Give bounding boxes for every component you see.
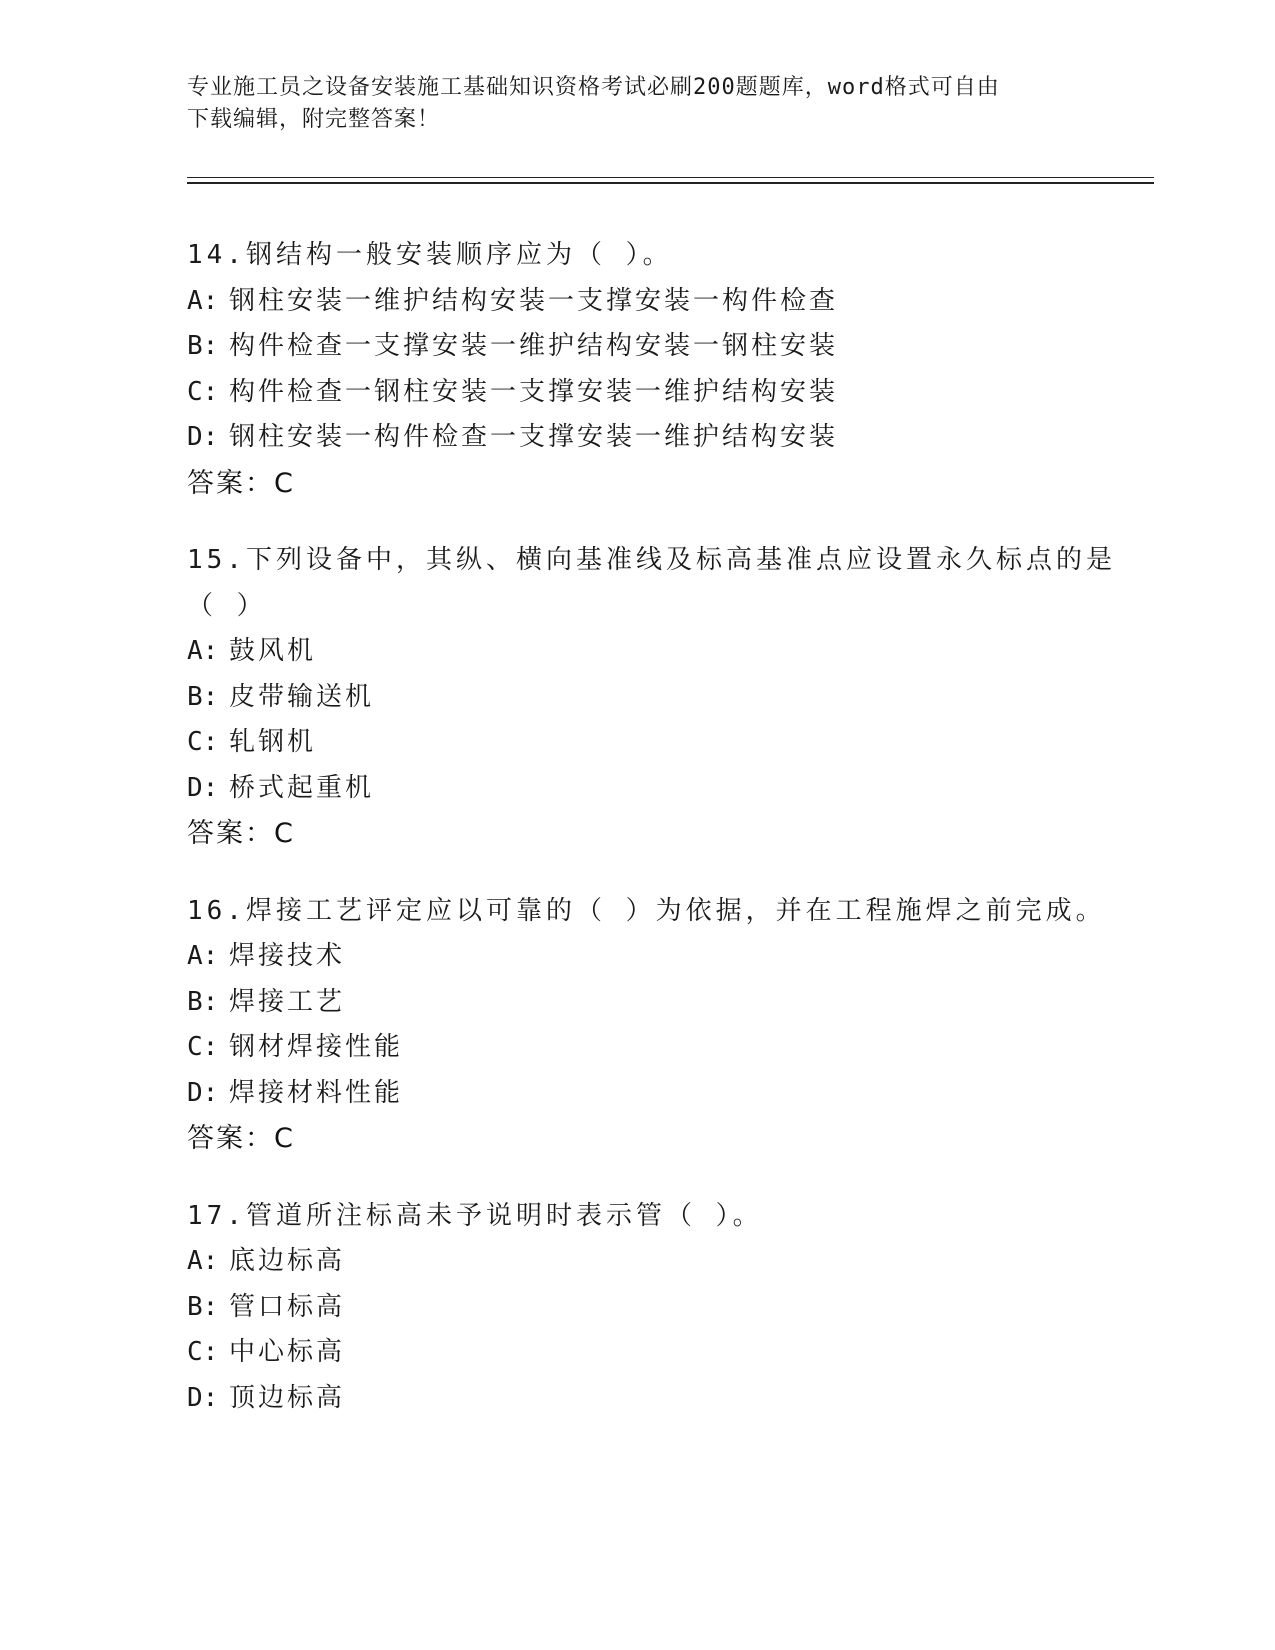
option-text: 顶边标高 [229,1382,346,1413]
option-text: 皮带输送机 [229,681,375,712]
option-letter: D: [187,422,219,452]
option-d [187,1376,1137,1422]
option-letter: C: [187,376,219,407]
question-stem: 17.管道所注标高未予说明时表示管（ ）。 [187,1200,763,1231]
option-letter: B: [187,986,219,1017]
option-text: 中心标高 [229,1337,346,1367]
option-a [187,279,1137,325]
option-b [187,1285,1137,1331]
option-letter: C: [187,727,219,757]
option-c [187,1330,1137,1376]
question-stem-continued: （ ） [187,590,267,621]
question-14 [187,233,1137,506]
option-text: 钢柱安装一构件检查一支撑安装一维护结构安装 [229,422,839,452]
option-text: 构件检查一支撑安装一维护结构安装一钢柱安装 [229,331,839,361]
option-text: 钢柱安装一维护结构安装一支撑安装一构件检查 [229,285,839,316]
option-text: 底边标高 [229,1246,346,1276]
option-letter: A: [187,1246,219,1276]
option-letter: B: [187,1291,219,1322]
option-text: 轧钢机 [229,727,317,757]
option-letter: C: [187,1032,219,1062]
option-b [187,675,1137,721]
header-line-2: 下载编辑，附完整答案！ [187,107,441,132]
question-16 [187,889,1137,1162]
question-stem: 15.下列设备中，其纵、横向基准线及标高基准点应设置永久标点的是 [187,545,1116,575]
option-text: 桥式起重机 [229,772,375,803]
option-text: 管口标高 [229,1291,346,1322]
option-letter: B: [187,331,219,361]
option-letter: C: [187,1337,219,1367]
answer-line: 答案：C [187,818,295,849]
question-stem: 14.钢结构一般安装顺序应为（ ）。 [187,240,673,270]
question-list [187,233,1137,1453]
option-b [187,980,1137,1026]
option-c [187,1025,1137,1071]
option-letter: D: [187,1077,219,1108]
option-letter: B: [187,681,219,712]
option-c [187,370,1137,416]
option-letter: A: [187,941,219,971]
question-15 [187,538,1137,857]
option-text: 构件检查一钢柱安装一支撑安装一维护结构安装 [229,376,839,407]
option-d [187,1071,1137,1117]
option-letter: A: [187,285,219,316]
option-letter: D: [187,772,219,803]
option-b [187,324,1137,370]
option-d [187,766,1137,812]
question-stem: 16.焊接工艺评定应以可靠的（ ）为依据，并在工程施焊之前完成。 [187,895,1106,926]
header-divider-thin [187,177,1154,178]
option-letter: D: [187,1382,219,1413]
option-text: 鼓风机 [229,636,317,666]
header-line-1: 专业施工员之设备安装施工基础知识资格考试必刷200题题库，word格式可自由 [187,75,1000,100]
option-text: 焊接材料性能 [229,1077,404,1108]
option-a [187,629,1137,675]
question-17 [187,1194,1137,1422]
answer-line: 答案：C [187,467,295,499]
option-c [187,720,1137,766]
option-a [187,1239,1137,1285]
option-letter: A: [187,636,219,666]
answer-line: 答案：C [187,1123,295,1154]
option-a [187,934,1137,980]
option-text: 焊接工艺 [229,986,346,1017]
document-header [187,72,1087,136]
option-text: 焊接技术 [229,941,346,971]
header-divider-thick [187,182,1154,184]
option-text: 钢材焊接性能 [229,1032,404,1062]
option-d [187,415,1137,461]
